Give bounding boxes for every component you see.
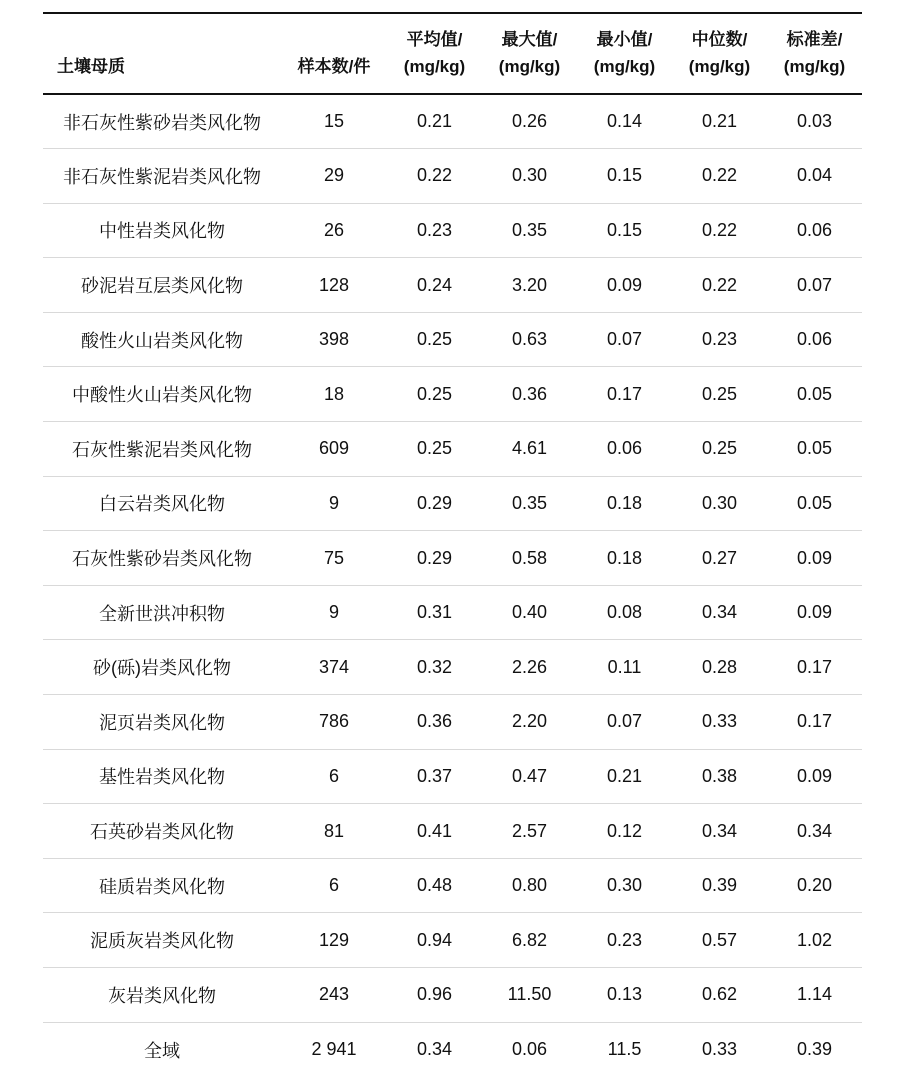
cell-soil-parent-material: 全域 (144, 1040, 180, 1061)
cell-soil-parent-material: 石灰性紫砂岩类风化物 (72, 549, 252, 570)
cell-min: 0.08 (606, 602, 643, 623)
cell-soil-parent-material: 非石灰性紫泥岩类风化物 (63, 166, 261, 187)
cell-mean: 0.37 (416, 765, 453, 786)
cell-median: 0.22 (701, 274, 738, 295)
cell-std-dev: 0.34 (796, 820, 833, 841)
cell-sample-count: 15 (323, 111, 345, 132)
header-max (482, 13, 577, 94)
cell-mean: 0.29 (416, 492, 453, 513)
cell-soil-parent-material: 石英砂岩类风化物 (90, 822, 234, 843)
cell-max: 6.82 (511, 929, 548, 950)
table-row (43, 1022, 862, 1077)
cell-sample-count: 786 (318, 711, 350, 732)
header-label-line1: 最大值/ (501, 30, 558, 49)
cell-sample-count: 6 (328, 875, 339, 896)
cell-median: 0.33 (701, 711, 738, 732)
cell-max: 0.30 (511, 165, 548, 186)
cell-max: 0.47 (511, 765, 548, 786)
cell-mean: 0.23 (416, 219, 453, 240)
cell-median: 0.34 (701, 602, 738, 623)
cell-median: 0.30 (701, 492, 738, 513)
cell-max: 0.36 (511, 383, 548, 404)
cell-mean: 0.25 (416, 438, 453, 459)
header-std-dev (767, 13, 862, 94)
cell-std-dev: 1.14 (796, 984, 833, 1005)
cell-sample-count: 18 (323, 383, 345, 404)
header-label-line2: (mg/kg) (498, 57, 561, 76)
cell-max: 0.26 (511, 111, 548, 132)
cell-mean: 0.25 (416, 329, 453, 350)
cell-soil-parent-material: 全新世洪冲积物 (99, 603, 225, 624)
cell-sample-count: 6 (328, 765, 339, 786)
cell-std-dev: 0.05 (796, 492, 833, 513)
header-soil-parent-material (43, 13, 281, 94)
table-row (43, 367, 862, 422)
cell-min: 0.17 (606, 383, 643, 404)
cell-mean: 0.48 (416, 875, 453, 896)
cell-median: 0.57 (701, 929, 738, 950)
cell-std-dev: 0.07 (796, 274, 833, 295)
header-label-line1: 最小值/ (596, 30, 653, 49)
cell-std-dev: 0.05 (796, 383, 833, 404)
cell-std-dev: 0.09 (796, 602, 833, 623)
cell-std-dev: 0.06 (796, 329, 833, 350)
cell-soil-parent-material: 酸性火山岩类风化物 (81, 330, 243, 351)
header-label-line2: (mg/kg) (403, 57, 466, 76)
cell-soil-parent-material: 石灰性紫泥岩类风化物 (72, 439, 252, 460)
cell-min: 0.09 (606, 274, 643, 295)
cell-min: 0.07 (606, 329, 643, 350)
header-row (43, 13, 862, 94)
cell-median: 0.62 (701, 984, 738, 1005)
cell-median: 0.21 (701, 111, 738, 132)
cell-min: 0.15 (606, 219, 643, 240)
cell-sample-count: 75 (323, 547, 345, 568)
table-header (43, 13, 862, 94)
cell-median: 0.27 (701, 547, 738, 568)
cell-std-dev: 0.20 (796, 875, 833, 896)
cell-sample-count: 2 941 (311, 1039, 357, 1060)
cell-max: 0.35 (511, 492, 548, 513)
cell-min: 0.11 (607, 656, 642, 677)
cell-soil-parent-material: 砂泥岩互层类风化物 (81, 276, 243, 297)
cell-min: 0.18 (606, 492, 643, 513)
table-row (43, 149, 862, 204)
cell-mean: 0.21 (416, 111, 453, 132)
cell-soil-parent-material: 非石灰性紫砂岩类风化物 (63, 112, 261, 133)
cell-median: 0.25 (701, 438, 738, 459)
cell-mean: 0.41 (416, 820, 453, 841)
table-row (43, 968, 862, 1023)
table-row (43, 749, 862, 804)
cell-mean: 0.96 (416, 984, 453, 1005)
cell-std-dev: 0.06 (796, 219, 833, 240)
cell-std-dev: 0.09 (796, 765, 833, 786)
header-label-line1: 平均值/ (406, 30, 463, 49)
soil-parent-material-table (43, 12, 862, 1077)
table-row (43, 94, 862, 149)
cell-std-dev: 1.02 (796, 929, 833, 950)
data-table-container (43, 12, 862, 1077)
cell-sample-count: 128 (318, 274, 350, 295)
table-row (43, 422, 862, 477)
cell-min: 0.14 (606, 111, 643, 132)
table-row (43, 476, 862, 531)
cell-median: 0.38 (701, 765, 738, 786)
cell-min: 0.18 (606, 547, 643, 568)
cell-mean: 0.94 (416, 929, 453, 950)
cell-std-dev: 0.39 (796, 1039, 833, 1060)
header-label-line2: (mg/kg) (688, 57, 751, 76)
header-label-line2: 样本数/件 (297, 57, 371, 76)
cell-min: 0.06 (606, 438, 643, 459)
cell-median: 0.22 (701, 219, 738, 240)
cell-min: 0.15 (606, 165, 643, 186)
cell-mean: 0.25 (416, 383, 453, 404)
cell-mean: 0.36 (416, 711, 453, 732)
cell-std-dev: 0.03 (796, 111, 833, 132)
cell-min: 0.30 (606, 875, 643, 896)
cell-sample-count: 374 (318, 656, 350, 677)
cell-soil-parent-material: 砂(砾)岩类风化物 (93, 658, 231, 679)
cell-std-dev: 0.17 (796, 656, 833, 677)
cell-mean: 0.29 (416, 547, 453, 568)
cell-max: 2.20 (511, 711, 548, 732)
cell-min: 0.23 (606, 929, 643, 950)
table-row (43, 258, 862, 313)
table-row (43, 312, 862, 367)
header-median (672, 13, 767, 94)
cell-soil-parent-material: 白云岩类风化物 (99, 494, 225, 515)
table-row (43, 585, 862, 640)
cell-max: 4.61 (511, 438, 548, 459)
cell-sample-count: 398 (318, 329, 350, 350)
cell-min: 0.13 (606, 984, 643, 1005)
header-label-line1: 标准差/ (786, 30, 843, 49)
cell-sample-count: 243 (318, 984, 350, 1005)
cell-mean: 0.24 (416, 274, 453, 295)
cell-std-dev: 0.04 (796, 165, 833, 186)
table-row (43, 531, 862, 586)
table-row (43, 640, 862, 695)
cell-max: 2.26 (511, 656, 548, 677)
cell-max: 11.50 (507, 984, 552, 1005)
cell-soil-parent-material: 基性岩类风化物 (99, 767, 225, 788)
cell-median: 0.25 (701, 383, 738, 404)
table-row (43, 804, 862, 859)
cell-max: 3.20 (511, 274, 548, 295)
header-sample-count (281, 13, 387, 94)
cell-max: 0.40 (511, 602, 548, 623)
header-label-line2: 土壤母质 (57, 57, 125, 76)
header-label-line2: (mg/kg) (593, 57, 656, 76)
cell-median: 0.22 (701, 165, 738, 186)
cell-sample-count: 26 (323, 219, 345, 240)
cell-min: 0.07 (606, 711, 643, 732)
cell-std-dev: 0.09 (796, 547, 833, 568)
cell-soil-parent-material: 灰岩类风化物 (108, 985, 216, 1006)
cell-max: 0.35 (511, 219, 548, 240)
cell-sample-count: 81 (323, 820, 345, 841)
table-row (43, 858, 862, 913)
cell-mean: 0.32 (416, 656, 453, 677)
cell-median: 0.28 (701, 656, 738, 677)
header-min (577, 13, 672, 94)
cell-max: 2.57 (511, 820, 548, 841)
cell-std-dev: 0.17 (796, 711, 833, 732)
cell-sample-count: 29 (323, 165, 345, 186)
cell-median: 0.23 (701, 329, 738, 350)
cell-soil-parent-material: 泥页岩类风化物 (99, 712, 225, 733)
cell-sample-count: 9 (328, 602, 339, 623)
cell-mean: 0.31 (416, 602, 453, 623)
table-row (43, 203, 862, 258)
cell-soil-parent-material: 中性岩类风化物 (99, 221, 225, 242)
cell-median: 0.39 (701, 875, 738, 896)
cell-max: 0.06 (511, 1039, 548, 1060)
cell-sample-count: 129 (318, 929, 350, 950)
cell-max: 0.63 (511, 329, 548, 350)
cell-max: 0.58 (511, 547, 548, 568)
cell-min: 0.12 (606, 820, 643, 841)
header-mean (387, 13, 482, 94)
cell-median: 0.33 (701, 1039, 738, 1060)
cell-max: 0.80 (511, 875, 548, 896)
header-label-line1: 中位数/ (691, 30, 748, 49)
header-label-line2: (mg/kg) (783, 57, 846, 76)
cell-soil-parent-material: 硅质岩类风化物 (99, 876, 225, 897)
table-row (43, 913, 862, 968)
cell-std-dev: 0.05 (796, 438, 833, 459)
cell-mean: 0.22 (416, 165, 453, 186)
table-row (43, 695, 862, 750)
cell-sample-count: 609 (318, 438, 350, 459)
cell-median: 0.34 (701, 820, 738, 841)
cell-min: 11.5 (607, 1039, 642, 1060)
cell-soil-parent-material: 泥质灰岩类风化物 (90, 931, 234, 952)
cell-mean: 0.34 (416, 1039, 453, 1060)
table-body (43, 94, 862, 1077)
cell-min: 0.21 (606, 765, 643, 786)
cell-sample-count: 9 (328, 492, 339, 513)
cell-soil-parent-material: 中酸性火山岩类风化物 (72, 385, 252, 406)
